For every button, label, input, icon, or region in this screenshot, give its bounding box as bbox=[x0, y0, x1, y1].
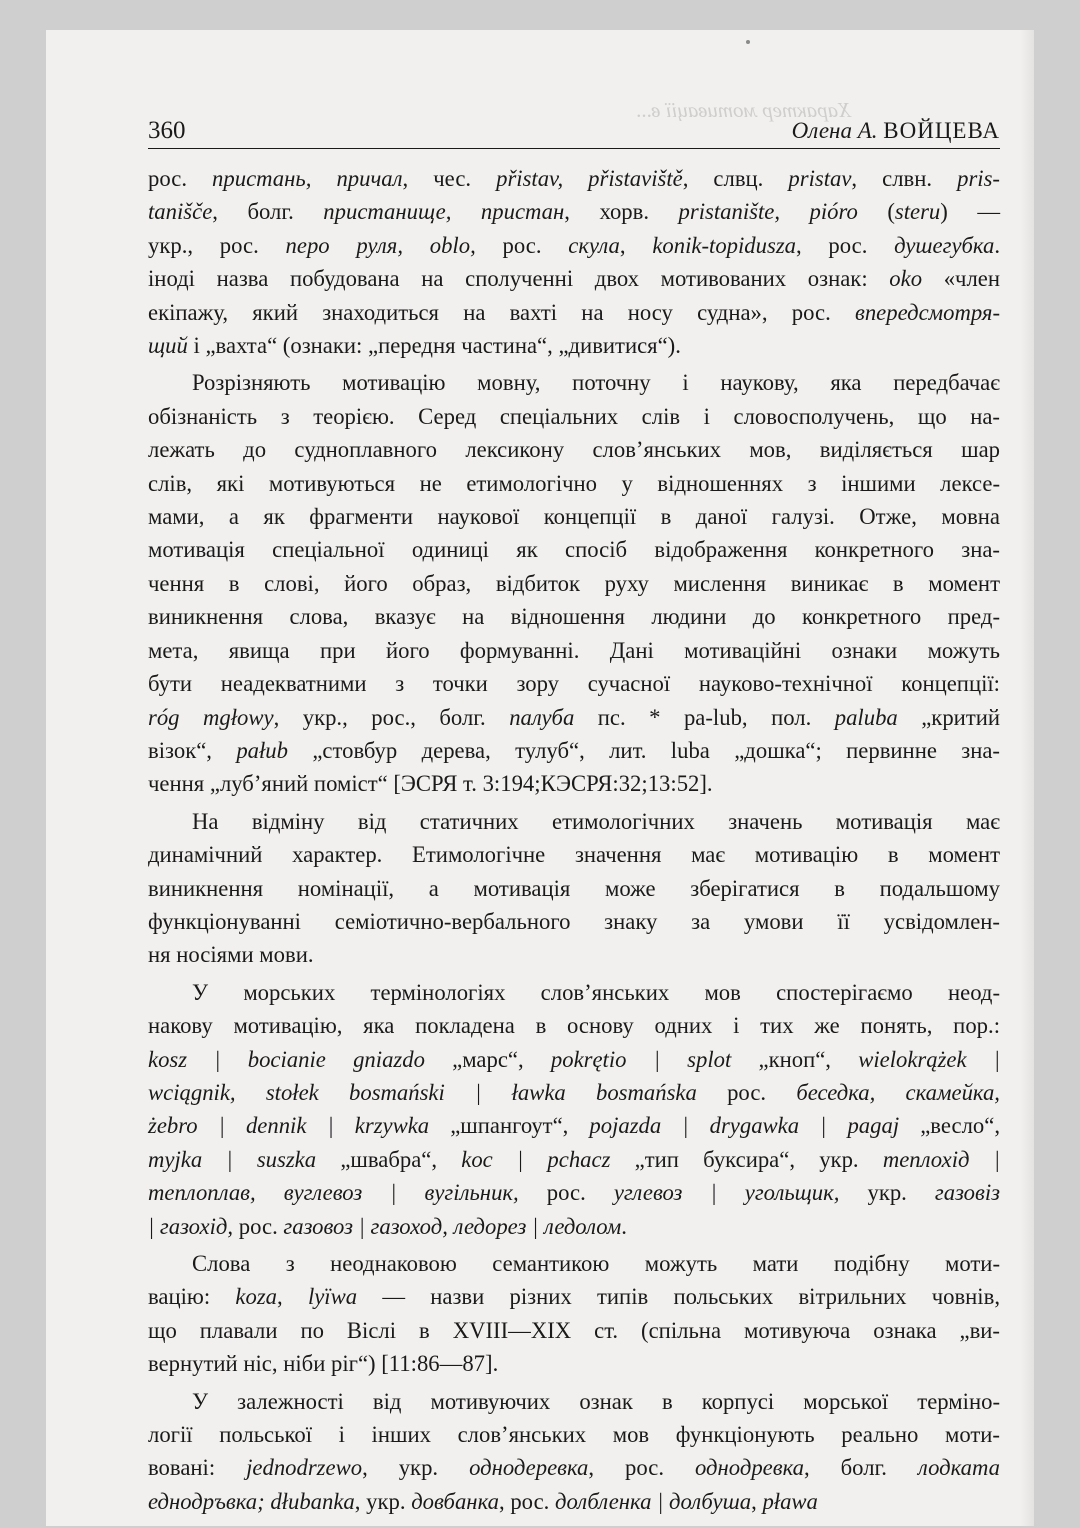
text-run: , слвц. bbox=[682, 166, 789, 191]
paragraph bbox=[148, 162, 1000, 362]
text-line bbox=[148, 567, 1000, 600]
italic-term: steru bbox=[894, 199, 941, 225]
text-run: мета, явища при його формуванні. Дані мотиваційні ознаки можуть bbox=[148, 637, 1000, 663]
italic-term: теплохід | bbox=[882, 1146, 1000, 1172]
italic-term: долбленка | долбуша bbox=[554, 1488, 752, 1514]
text-run: , чес. bbox=[402, 166, 497, 191]
text-line bbox=[148, 838, 1000, 871]
text-run: „марс“, bbox=[424, 1046, 551, 1072]
text-run: мотивація спеціальної одиниці як спосіб відображення конкретного зна- bbox=[148, 537, 1000, 563]
text-run: «член bbox=[922, 266, 1000, 292]
text-run: пс. * pa-lub, пол. bbox=[574, 704, 835, 730]
italic-term: лодката bbox=[917, 1455, 1001, 1481]
text-run: візок“, bbox=[148, 737, 237, 763]
text-run: бути неадекватними з точки зору сучасної науково-технічної концепції: bbox=[148, 671, 1000, 697]
text-line bbox=[148, 329, 1000, 362]
italic-term: přistav, přistaviště bbox=[496, 166, 683, 191]
text-run: , bbox=[619, 232, 653, 258]
italic-term: konik-topidusza bbox=[652, 232, 796, 258]
text-run: чення в слові, його образ, відбиток руху мислення виникає в момент bbox=[148, 570, 1000, 596]
text-line bbox=[148, 976, 1000, 1009]
text-run: чення „луб’яний поміст“ [ЭСРЯ т. 3:194;КЭСРЯ:32;13:52]. bbox=[148, 771, 713, 797]
text-run: екіпажу, який знаходиться на вахті на носу судна», рос. bbox=[148, 299, 855, 325]
italic-term: скула bbox=[568, 232, 620, 258]
italic-term: | газохід, bbox=[148, 1213, 234, 1239]
italic-term: впередсмотря- bbox=[854, 299, 1000, 325]
running-author bbox=[792, 114, 1000, 148]
text-run: укр., рос. bbox=[148, 232, 286, 258]
text-run: ( bbox=[857, 199, 895, 225]
text-run: Слова з неоднаковою семантикою можуть мати подібну моти- bbox=[192, 1251, 1000, 1276]
text-line bbox=[148, 805, 1000, 838]
italic-term: pojazda | drygawka | pagaj bbox=[589, 1113, 900, 1139]
italic-term: pałub bbox=[236, 737, 288, 763]
text-run: укр. bbox=[839, 1180, 935, 1206]
text-line bbox=[148, 1280, 1000, 1313]
body-text bbox=[148, 162, 1000, 1518]
text-line bbox=[148, 262, 1000, 295]
italic-term: pława bbox=[762, 1488, 818, 1514]
text-run: накову мотивацію, яка покладена в основу одних і тих же понять, пор.: bbox=[148, 1013, 1000, 1039]
italic-term: пристань, причал bbox=[212, 166, 403, 191]
text-run: Розрізняють мотивацію мовну, поточну і наукову, яка передбачає bbox=[192, 370, 1000, 396]
italic-term: pokrętio | splot bbox=[550, 1046, 732, 1072]
text-run: , рос. bbox=[796, 232, 895, 258]
text-run: На відміну від статичних етимологічних значень мотивація має bbox=[192, 808, 1000, 834]
text-run: ) — bbox=[940, 199, 1001, 225]
italic-term: żebro | dennik | krzywka bbox=[148, 1113, 430, 1139]
text-line bbox=[148, 366, 1000, 399]
text-run: , хорв. bbox=[564, 199, 679, 225]
text-run: вернутий ніс, ніби ріг“) [11:86—87]. bbox=[148, 1351, 499, 1377]
text-run: , болг. bbox=[803, 1455, 918, 1481]
italic-term: теплоплав, вуглевоз | вугільник, bbox=[148, 1180, 519, 1206]
italic-term: еднодръвка; dłubanka bbox=[148, 1488, 355, 1514]
text-run: , bbox=[277, 1284, 308, 1310]
italic-term: paluba bbox=[834, 704, 898, 730]
italic-term: pristanište, pióro bbox=[678, 199, 858, 225]
text-run: лежать до судноплавного лексикону слов’янських мов, виділяється шар bbox=[148, 437, 1000, 463]
bleed-through-text: Характер мотивації в... bbox=[635, 98, 851, 122]
text-run: , болг. bbox=[212, 199, 324, 225]
text-run: . bbox=[994, 232, 1000, 258]
paragraph bbox=[148, 1385, 1000, 1519]
italic-term: myjka | suszka bbox=[148, 1146, 317, 1172]
text-line bbox=[148, 1143, 1000, 1176]
italic-term: koc | pchacz bbox=[461, 1146, 611, 1172]
italic-term: пристанище, пристан bbox=[323, 199, 565, 225]
text-line bbox=[148, 467, 1000, 500]
italic-term: душегубка bbox=[894, 232, 995, 258]
text-run: У залежності від мотивуючих ознак в корпусі морської терміно- bbox=[192, 1388, 1000, 1414]
text-line bbox=[148, 1210, 1000, 1243]
text-line bbox=[148, 767, 1000, 800]
text-run: рос. bbox=[148, 166, 213, 191]
italic-term: lyïwa bbox=[307, 1284, 358, 1310]
text-run: ня носіями мови. bbox=[148, 942, 314, 968]
text-run: виникнення слова, вказує на відношення людини до конкретного пред- bbox=[148, 604, 1000, 630]
text-run: динамічний характер. Етимологічне значення має мотивацію в момент bbox=[148, 842, 1000, 868]
text-run: , bbox=[751, 1488, 763, 1514]
text-run: , укр., рос., болг. bbox=[273, 704, 510, 730]
italic-term: oko bbox=[889, 266, 923, 292]
text-line bbox=[148, 1418, 1000, 1451]
text-run: рос. bbox=[696, 1079, 797, 1105]
text-run: вацію: bbox=[148, 1284, 236, 1310]
text-run: функціонуванні семіотично-вербального знаку за умови її усвідомлен- bbox=[148, 908, 1000, 934]
text-line bbox=[148, 296, 1000, 329]
text-run: , слвн. bbox=[851, 166, 958, 191]
text-line bbox=[148, 195, 1000, 228]
running-header bbox=[148, 114, 1000, 149]
text-line bbox=[148, 1485, 1000, 1518]
text-line bbox=[148, 1314, 1000, 1347]
text-run: і „вахта“ (ознаки: „передня частина“, „дивитися“). bbox=[187, 333, 681, 359]
text-line bbox=[148, 533, 1000, 566]
text-line bbox=[148, 1043, 1000, 1076]
italic-term: róg mgłowy bbox=[148, 704, 274, 730]
text-run: „тип буксира“, укр. bbox=[610, 1146, 883, 1172]
text-run: „стовбур дерева, тулуб“, лит. luba „дошка“; первинне зна- bbox=[288, 737, 1000, 763]
text-run: мами, а як фрагменти наукової концепції в даної галузі. Отже, мовна bbox=[148, 504, 1000, 530]
text-line bbox=[148, 1076, 1000, 1109]
text-line bbox=[148, 1247, 1000, 1280]
italic-term: kosz | bocianie gniazdo bbox=[148, 1046, 425, 1072]
italic-term: pris- bbox=[957, 166, 1000, 191]
text-line bbox=[148, 400, 1000, 433]
speck-mark bbox=[746, 40, 750, 44]
author-surname: ВОЙЦЕВА bbox=[883, 118, 1000, 143]
text-run: „швабра“, bbox=[316, 1146, 462, 1172]
italic-term: однодревка bbox=[695, 1455, 804, 1481]
italic-term: довбанка bbox=[411, 1488, 499, 1514]
text-run: логії польської і інших слов’янських мов функціонують реально моти- bbox=[148, 1422, 1000, 1448]
text-line bbox=[148, 433, 1000, 466]
text-run: іноді назва побудована на сполученні двох мотивованих ознак: bbox=[148, 266, 890, 292]
text-line bbox=[148, 1385, 1000, 1418]
text-run: , укр. bbox=[362, 1455, 470, 1481]
text-run: виникнення номінації, а мотивація може зберігатися в подальшому bbox=[148, 875, 1000, 901]
text-run: рос. bbox=[233, 1213, 284, 1239]
italic-term: wielokrążek | bbox=[858, 1046, 1001, 1072]
text-run: , рос. bbox=[588, 1455, 696, 1481]
text-line bbox=[148, 667, 1000, 700]
italic-term: tanišče bbox=[148, 199, 213, 225]
text-line bbox=[148, 734, 1000, 767]
book-page bbox=[46, 30, 1034, 1526]
italic-term: углевоз | угольщик, bbox=[613, 1180, 840, 1206]
italic-term: koza bbox=[235, 1284, 278, 1310]
text-line bbox=[148, 1451, 1000, 1484]
italic-term: беседка, скамейка, bbox=[796, 1079, 1000, 1105]
text-line bbox=[148, 600, 1000, 633]
author-initials: Олена А. bbox=[791, 118, 878, 143]
text-line bbox=[148, 701, 1000, 734]
paragraph bbox=[148, 976, 1000, 1243]
text-run: „критий bbox=[897, 704, 1001, 730]
paragraph bbox=[148, 366, 1000, 800]
text-line bbox=[148, 938, 1000, 971]
italic-term: газовоз | газоход, ледорез | ледолом bbox=[283, 1213, 622, 1239]
paragraph bbox=[148, 1247, 1000, 1381]
italic-term: wciągnik, stołek bosmański | ławka bosmańska bbox=[148, 1079, 697, 1105]
text-run: . bbox=[621, 1213, 627, 1239]
text-run: У морських термінологіях слов’янських мов спостерігаємо неод- bbox=[192, 979, 1000, 1005]
text-run: рос. bbox=[475, 232, 569, 258]
italic-term: щий bbox=[148, 333, 188, 359]
text-line bbox=[148, 229, 1000, 262]
text-run: рос. bbox=[518, 1180, 614, 1206]
text-run: „весло“, bbox=[899, 1113, 1000, 1139]
text-run: що плавали по Віслі в XVIII—XIX ст. (спільна мотивуюча ознака „ви- bbox=[148, 1317, 1000, 1343]
text-line bbox=[148, 1347, 1000, 1380]
italic-term: палуба bbox=[509, 704, 575, 730]
paragraph bbox=[148, 805, 1000, 972]
text-line bbox=[148, 634, 1000, 667]
text-line bbox=[148, 162, 1000, 195]
text-line bbox=[148, 1009, 1000, 1042]
text-run: слів, які мотивуються не етимологічно у відношеннях з іншими лексе- bbox=[148, 470, 1000, 496]
text-line bbox=[148, 1176, 1000, 1209]
italic-term: pristav bbox=[788, 166, 852, 191]
text-line bbox=[148, 872, 1000, 905]
text-line bbox=[148, 500, 1000, 533]
text-run: „кноп“, bbox=[731, 1046, 859, 1072]
text-line bbox=[148, 905, 1000, 938]
italic-term: газовіз bbox=[934, 1180, 1000, 1206]
text-run: , укр. bbox=[354, 1488, 412, 1514]
text-run: , рос. bbox=[498, 1488, 555, 1514]
text-run: обізнаність з теорією. Серед спеціальних слів і словосполучень, що на- bbox=[148, 403, 1000, 429]
italic-term: перо руля, oblo, bbox=[285, 232, 476, 258]
text-run: — назви різних типів польських вітрильних човнів, bbox=[357, 1284, 1000, 1310]
text-run: „шпангоут“, bbox=[429, 1113, 590, 1139]
text-run: вовані: bbox=[148, 1455, 247, 1481]
italic-term: jednodrzewo bbox=[246, 1455, 363, 1481]
page-number: 360 bbox=[148, 117, 186, 144]
text-line bbox=[148, 1109, 1000, 1142]
italic-term: однодеревка bbox=[469, 1455, 589, 1481]
